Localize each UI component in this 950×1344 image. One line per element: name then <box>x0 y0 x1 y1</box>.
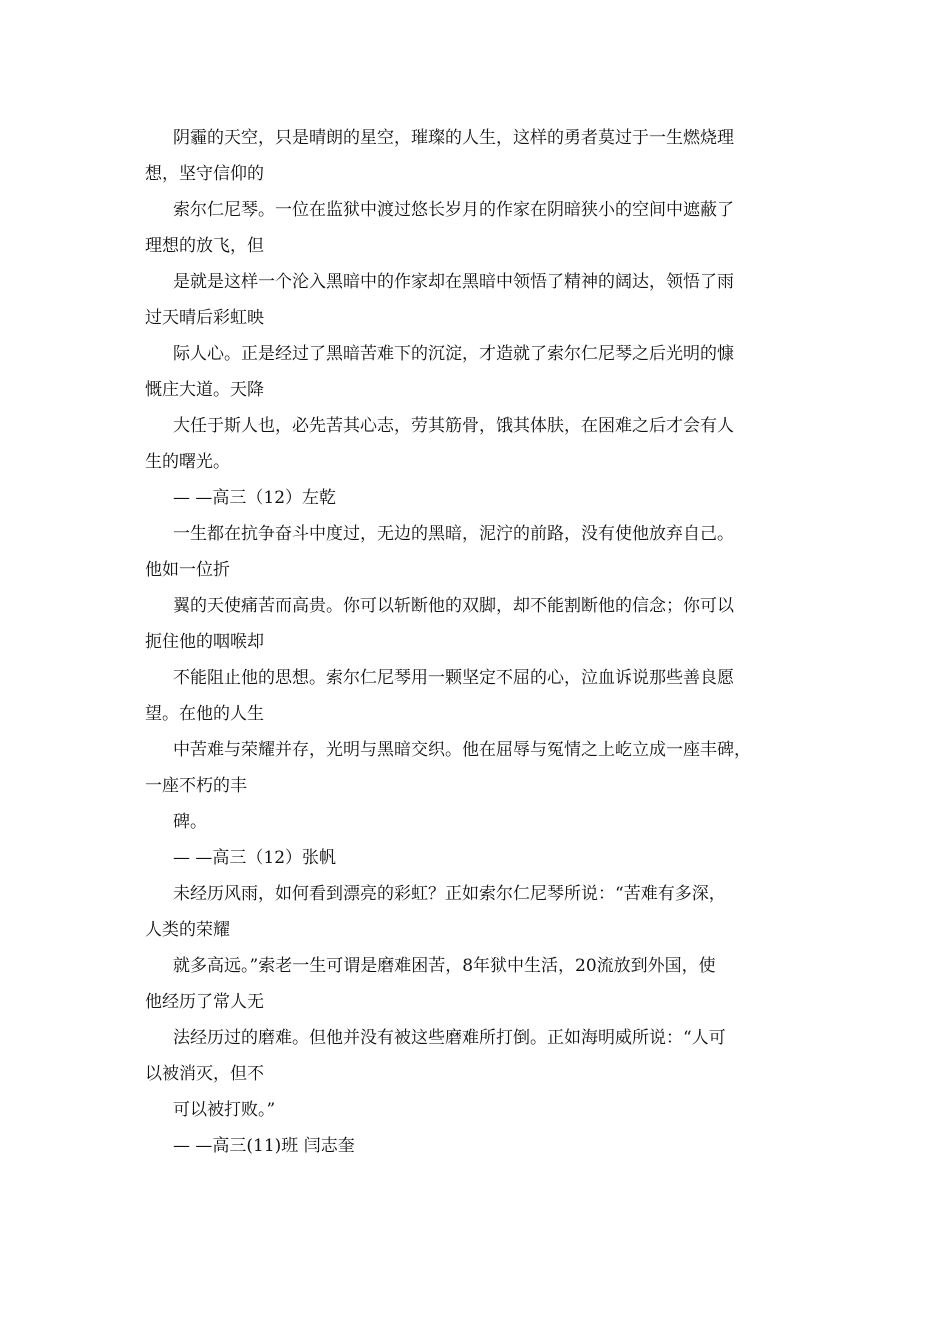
text-line: 望。在他的人生 <box>145 704 264 724</box>
document-body <box>145 120 815 1164</box>
text-line: 碑。 <box>173 812 207 832</box>
text-line: 中苦难与荣耀并存，光明与黑暗交织。他在屈辱与冤情之上屹立成一座丰碑， <box>173 740 751 760</box>
text-line: 可以被打败。” <box>173 1100 276 1120</box>
text-line: 是就是这样一个沦入黑暗中的作家却在黑暗中领悟了精神的阔达，领悟了雨 <box>173 272 734 292</box>
text-line: 不能阻止他的思想。索尔仁尼琴用一颗坚定不屈的心，泣血诉说那些善良愿 <box>173 668 734 688</box>
text-line: 扼住他的咽喉却 <box>145 632 264 652</box>
text-line: 一座不朽的丰 <box>145 776 247 796</box>
text-line: 以被消灭，但不 <box>145 1064 264 1084</box>
text-line: 他如一位折 <box>145 560 230 580</box>
author-signature: — —高三(11)班 闫志奎 <box>173 1136 355 1156</box>
author-signature: — —高三（12）左乾 <box>173 488 337 508</box>
text-line: 过天晴后彩虹映 <box>145 308 264 328</box>
text-line: 际人心。正是经过了黑暗苦难下的沉淀，才造就了索尔仁尼琴之后光明的慷 <box>173 344 734 364</box>
text-line: 一生都在抗争奋斗中度过，无边的黑暗，泥泞的前路，没有使他放弃自己。 <box>173 524 734 544</box>
text-line: 阴霾的天空，只是晴朗的星空，璀璨的人生，这样的勇者莫过于一生燃烧理 <box>173 128 734 148</box>
text-line: 他经历了常人无 <box>145 992 264 1012</box>
author-signature: — —高三（12）张帆 <box>173 848 337 868</box>
text-line: 就多高远。”索老一生可谓是磨难困苦，8年狱中生活，20流放到外国，使 <box>173 956 716 976</box>
text-line: 人类的荣耀 <box>145 920 230 940</box>
text-line: 想，坚守信仰的 <box>145 164 264 184</box>
text-line: 翼的天使痛苦而高贵。你可以斩断他的双脚，却不能割断他的信念；你可以 <box>173 596 734 616</box>
text-line: 未经历风雨，如何看到漂亮的彩虹？正如索尔仁尼琴所说：“苦难有多深， <box>173 884 726 904</box>
text-line: 理想的放飞，但 <box>145 236 264 256</box>
text-line: 慨庄大道。天降 <box>145 380 264 400</box>
text-line: 法经历过的磨难。但他并没有被这些磨难所打倒。正如海明威所说：“人可 <box>173 1028 726 1048</box>
text-line: 大任于斯人也，必先苦其心志，劳其筋骨，饿其体肤，在困难之后才会有人 <box>173 416 734 436</box>
text-line: 生的曙光。 <box>145 452 230 472</box>
text-line: 索尔仁尼琴。一位在监狱中渡过悠长岁月的作家在阴暗狭小的空间中遮蔽了 <box>173 200 734 220</box>
